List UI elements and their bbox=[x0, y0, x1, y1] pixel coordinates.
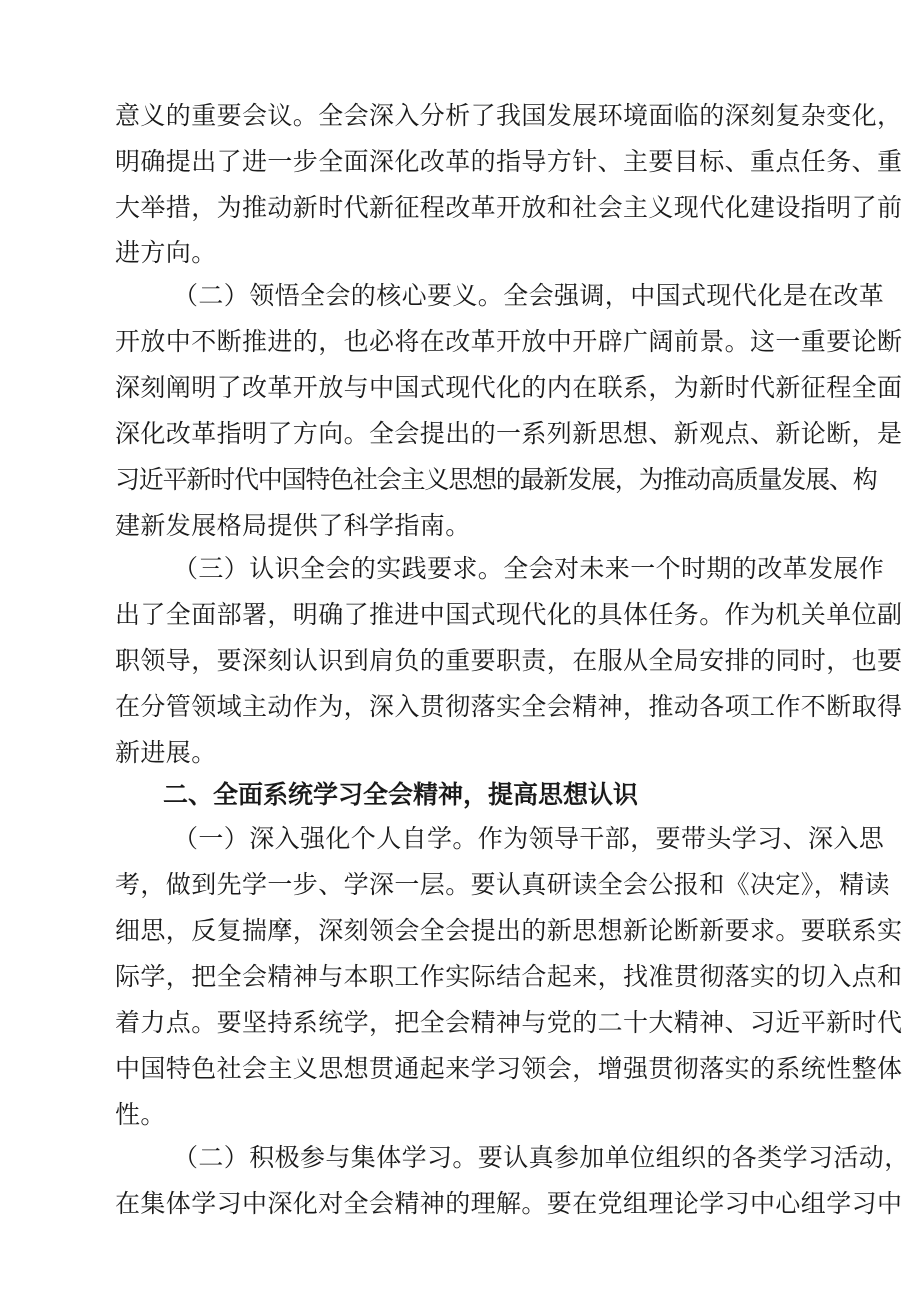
body-line: 习近平新时代中国特色社会主义思想的最新发展，为推动高质量发展、构 bbox=[115, 465, 877, 494]
body-line: 际学，把全会精神与本职工作实际结合起来，找准贯彻落实的切入点和 bbox=[115, 962, 903, 991]
body-line: 出了全面部署，明确了推进中国式现代化的具体任务。作为机关单位副 bbox=[115, 600, 903, 629]
body-line: 明确提出了进一步全面深化改革的指导方针、主要目标、重点任务、重 bbox=[115, 147, 903, 176]
body-line: 细思，反复揣摩，深刻领会全会提出的新思想新论断新要求。要联系实 bbox=[115, 916, 903, 945]
paragraph-first-line: （二）积极参与集体学习。要认真参加单位组织的各类学习活动， bbox=[173, 1143, 910, 1172]
body-line: 考，做到先学一步、学深一层。要认真研读全会公报和《决定》，精读 bbox=[115, 870, 890, 899]
body-line: 新进展。 bbox=[115, 738, 217, 767]
body-line: 深化改革指明了方向。全会提出的一系列新思想、新观点、新论断，是 bbox=[115, 419, 903, 448]
paragraph-first-line: （二）领悟全会的核心要义。全会强调，中国式现代化是在改革 bbox=[173, 281, 885, 310]
body-line: 意义的重要会议。全会深入分析了我国发展环境面临的深刻复杂变化， bbox=[115, 101, 903, 130]
body-line: 在分管领域主动作为，深入贯彻落实全会精神，推动各项工作不断取得 bbox=[115, 692, 903, 721]
body-line: 进方向。 bbox=[115, 238, 217, 267]
body-line: 开放中不断推进的，也必将在改革开放中开辟广阔前景。这一重要论断 bbox=[115, 327, 903, 356]
body-line: 大举措，为推动新时代新征程改革开放和社会主义现代化建设指明了前 bbox=[115, 193, 903, 222]
paragraph-first-line: （三）认识全会的实践要求。全会对未来一个时期的改革发展作 bbox=[173, 554, 885, 583]
body-line: 性。 bbox=[115, 1100, 166, 1129]
body-line: 中国特色社会主义思想贯通起来学习领会，增强贯彻落实的系统性整体 bbox=[115, 1054, 903, 1083]
body-line: 着力点。要坚持系统学，把全会精神与党的二十大精神、习近平新时代 bbox=[115, 1008, 903, 1037]
body-line: 职领导，要深刻认识到肩负的重要职责，在服从全局安排的同时，也要 bbox=[115, 646, 903, 675]
section-heading: 二、全面系统学习全会精神，提高思想认识 bbox=[163, 780, 639, 809]
body-line: 在集体学习中深化对全会精神的理解。要在党组理论学习中心组学习中 bbox=[115, 1189, 903, 1218]
body-line: 建新发展格局提供了科学指南。 bbox=[115, 511, 471, 540]
body-line: 深刻阐明了改革开放与中国式现代化的内在联系，为新时代新征程全面 bbox=[115, 373, 903, 402]
paragraph-first-line: （一）深入强化个人自学。作为领导干部，要带头学习、深入思 bbox=[173, 824, 885, 853]
